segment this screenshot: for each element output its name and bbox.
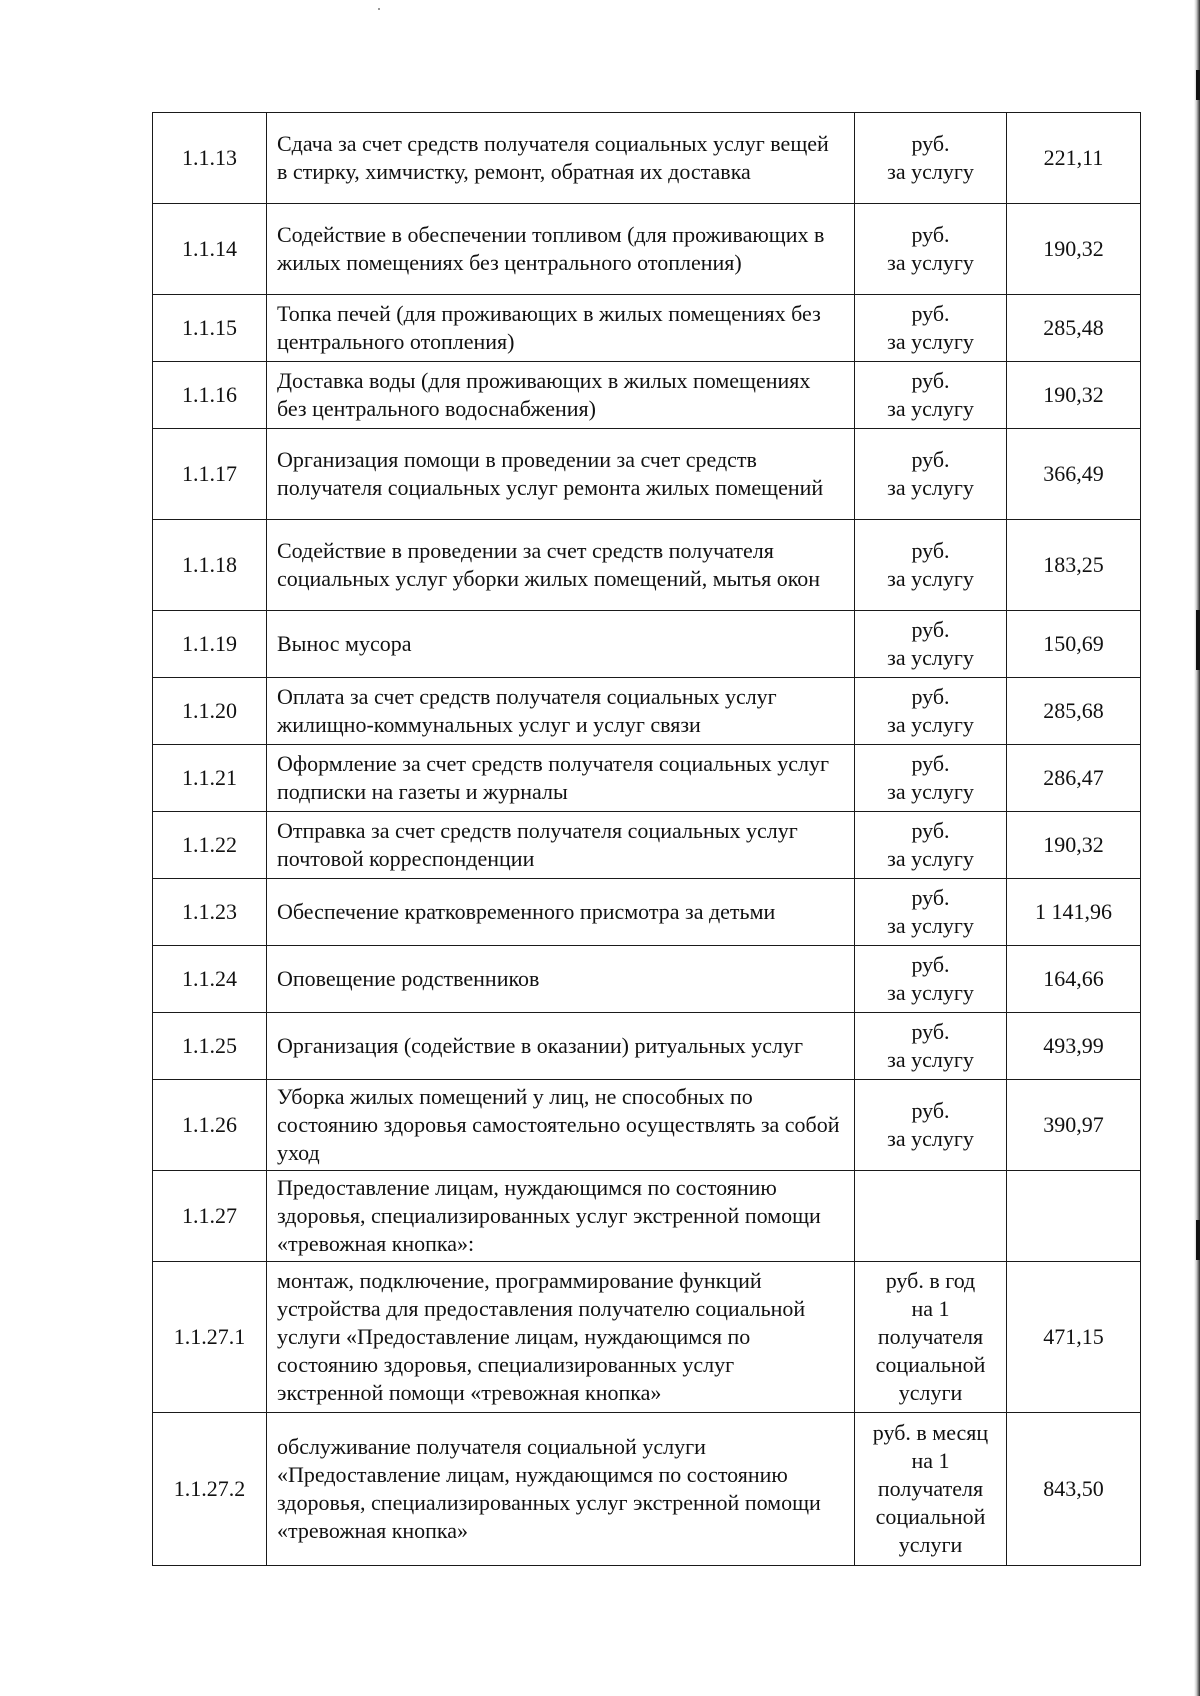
unit-line: услуги	[898, 1380, 963, 1405]
row-code: 1.1.25	[153, 1013, 267, 1080]
row-code: 1.1.22	[153, 812, 267, 879]
page-edge	[1194, 0, 1200, 1696]
service-name: Содействие в обеспечении топливом (для проживающих в жилых помещениях без центрального отопления)	[267, 204, 855, 295]
table-row	[153, 362, 1141, 429]
unit-line: руб.	[911, 301, 950, 326]
row-code: 1.1.26	[153, 1080, 267, 1171]
scan-edge-mark	[1196, 70, 1200, 100]
unit-line: услуги	[898, 1532, 963, 1557]
unit-line: за услугу	[887, 250, 974, 275]
price-value: 190,32	[1007, 812, 1141, 879]
unit-of-measure	[855, 879, 1007, 946]
scan-edge-mark	[1196, 610, 1200, 670]
unit-of-measure	[855, 1171, 1007, 1262]
unit-line: за услугу	[887, 913, 974, 938]
unit-line: за услугу	[887, 1047, 974, 1072]
tariff-table	[152, 112, 1141, 1566]
service-name: Сдача за счет средств получателя социальных услуг вещей в стирку, химчистку, ремонт, обратная их доставка	[267, 113, 855, 204]
unit-line: руб. в месяц	[872, 1420, 989, 1445]
service-name: Содействие в проведении за счет средств получателя социальных услуг уборки жилых помещений, мытья окон	[267, 520, 855, 611]
unit-line: за услугу	[887, 329, 974, 354]
row-code: 1.1.23	[153, 879, 267, 946]
row-code: 1.1.19	[153, 611, 267, 678]
unit-line: на 1	[911, 1296, 950, 1321]
unit-of-measure	[855, 1262, 1007, 1413]
row-code: 1.1.27	[153, 1171, 267, 1262]
price-value: 150,69	[1007, 611, 1141, 678]
row-code: 1.1.15	[153, 295, 267, 362]
unit-line: за услугу	[887, 159, 974, 184]
table-row	[153, 678, 1141, 745]
table-row	[153, 520, 1141, 611]
unit-line: руб.	[911, 222, 950, 247]
unit-line: за услугу	[887, 846, 974, 871]
unit-line: получателя	[877, 1476, 984, 1501]
unit-of-measure	[855, 745, 1007, 812]
row-code: 1.1.18	[153, 520, 267, 611]
row-code: 1.1.14	[153, 204, 267, 295]
row-code: 1.1.27.2	[153, 1413, 267, 1566]
service-name: Уборка жилых помещений у лиц, не способных по состоянию здоровья самостоятельно осуществлять за собой уход	[267, 1080, 855, 1171]
service-name: Организация помощи в проведении за счет средств получателя социальных услуг ремонта жилых помещений	[267, 429, 855, 520]
unit-of-measure	[855, 362, 1007, 429]
row-code: 1.1.20	[153, 678, 267, 745]
service-name: Оплата за счет средств получателя социальных услуг жилищно-коммунальных услуг и услуг связи	[267, 678, 855, 745]
unit-line: социальной	[875, 1504, 986, 1529]
table-row	[153, 946, 1141, 1013]
unit-of-measure	[855, 295, 1007, 362]
unit-of-measure	[855, 204, 1007, 295]
row-code: 1.1.21	[153, 745, 267, 812]
price-value: 390,97	[1007, 1080, 1141, 1171]
unit-line: за услугу	[887, 566, 974, 591]
unit-line: руб.	[911, 818, 950, 843]
service-name: Топка печей (для проживающих в жилых помещениях без центрального отопления)	[267, 295, 855, 362]
price-value: 366,49	[1007, 429, 1141, 520]
price-value: 221,11	[1007, 113, 1141, 204]
unit-of-measure	[855, 946, 1007, 1013]
price-value: 183,25	[1007, 520, 1141, 611]
unit-of-measure	[855, 1413, 1007, 1566]
service-name: Доставка воды (для проживающих в жилых помещениях без центрального водоснабжения)	[267, 362, 855, 429]
unit-line: руб.	[911, 684, 950, 709]
service-name: Организация (содействие в оказании) ритуальных услуг	[267, 1013, 855, 1080]
unit-of-measure	[855, 520, 1007, 611]
unit-of-measure	[855, 678, 1007, 745]
unit-of-measure	[855, 113, 1007, 204]
unit-line: руб.	[911, 885, 950, 910]
unit-line: руб. в год	[885, 1268, 976, 1293]
table-row	[153, 1262, 1141, 1413]
scan-speck	[378, 8, 380, 10]
price-value: 285,68	[1007, 678, 1141, 745]
unit-line: руб.	[911, 368, 950, 393]
unit-of-measure	[855, 812, 1007, 879]
table-row	[153, 1171, 1141, 1262]
price-value: 164,66	[1007, 946, 1141, 1013]
price-value: 285,48	[1007, 295, 1141, 362]
table-row	[153, 1413, 1141, 1566]
unit-line: за услугу	[887, 712, 974, 737]
price-value: 493,99	[1007, 1013, 1141, 1080]
service-name: Вынос мусора	[267, 611, 855, 678]
price-value: 190,32	[1007, 204, 1141, 295]
table-row	[153, 1080, 1141, 1171]
price-value: 1 141,96	[1007, 879, 1141, 946]
row-code: 1.1.27.1	[153, 1262, 267, 1413]
unit-line: руб.	[911, 1019, 950, 1044]
unit-line: руб.	[911, 1098, 950, 1123]
unit-line: за услугу	[887, 779, 974, 804]
table-row	[153, 429, 1141, 520]
unit-line: за услугу	[887, 980, 974, 1005]
service-name: Оформление за счет средств получателя социальных услуг подписки на газеты и журналы	[267, 745, 855, 812]
row-code: 1.1.13	[153, 113, 267, 204]
price-value	[1007, 1171, 1141, 1262]
unit-line: за услугу	[887, 396, 974, 421]
unit-line: за услугу	[887, 645, 974, 670]
unit-line: на 1	[911, 1448, 950, 1473]
unit-line: руб.	[911, 617, 950, 642]
unit-line: руб.	[911, 751, 950, 776]
service-name: Отправка за счет средств получателя социальных услуг почтовой корреспонденции	[267, 812, 855, 879]
table-row	[153, 113, 1141, 204]
service-name: обслуживание получателя социальной услуги «Предоставление лицам, нуждающимся по состоянию здоровья, специализированных услуг экстренной помощи «тревожная кнопка»	[267, 1413, 855, 1566]
tariff-table-body	[153, 113, 1141, 1566]
row-code: 1.1.16	[153, 362, 267, 429]
table-row	[153, 204, 1141, 295]
unit-line: руб.	[911, 952, 950, 977]
price-value: 286,47	[1007, 745, 1141, 812]
unit-of-measure	[855, 1080, 1007, 1171]
price-value: 190,32	[1007, 362, 1141, 429]
unit-line: руб.	[911, 538, 950, 563]
service-name: Оповещение родственников	[267, 946, 855, 1013]
unit-line: социальной	[875, 1352, 986, 1377]
unit-of-measure	[855, 429, 1007, 520]
service-name: Предоставление лицам, нуждающимся по состоянию здоровья, специализированных услуг экстренной помощи «тревожная кнопка»:	[267, 1171, 855, 1262]
unit-line: за услугу	[887, 1126, 974, 1151]
table-row	[153, 1013, 1141, 1080]
table-row	[153, 611, 1141, 678]
unit-line: за услугу	[887, 475, 974, 500]
table-row	[153, 295, 1141, 362]
row-code: 1.1.24	[153, 946, 267, 1013]
table-row	[153, 745, 1141, 812]
unit-of-measure	[855, 611, 1007, 678]
unit-line: получателя	[877, 1324, 984, 1349]
unit-line: руб.	[911, 447, 950, 472]
service-name: монтаж, подключение, программирование функций устройства для предоставления получателю социальной услуги «Предоставление лицам, нуждающимся по состоянию здоровья, специализированных услуг экстренной помощи «тревожная кнопка»	[267, 1262, 855, 1413]
price-value: 471,15	[1007, 1262, 1141, 1413]
scan-edge-mark	[1196, 1220, 1200, 1260]
unit-line: руб.	[911, 131, 950, 156]
price-value: 843,50	[1007, 1413, 1141, 1566]
service-name: Обеспечение кратковременного присмотра за детьми	[267, 879, 855, 946]
table-row	[153, 812, 1141, 879]
row-code: 1.1.17	[153, 429, 267, 520]
unit-of-measure	[855, 1013, 1007, 1080]
table-row	[153, 879, 1141, 946]
